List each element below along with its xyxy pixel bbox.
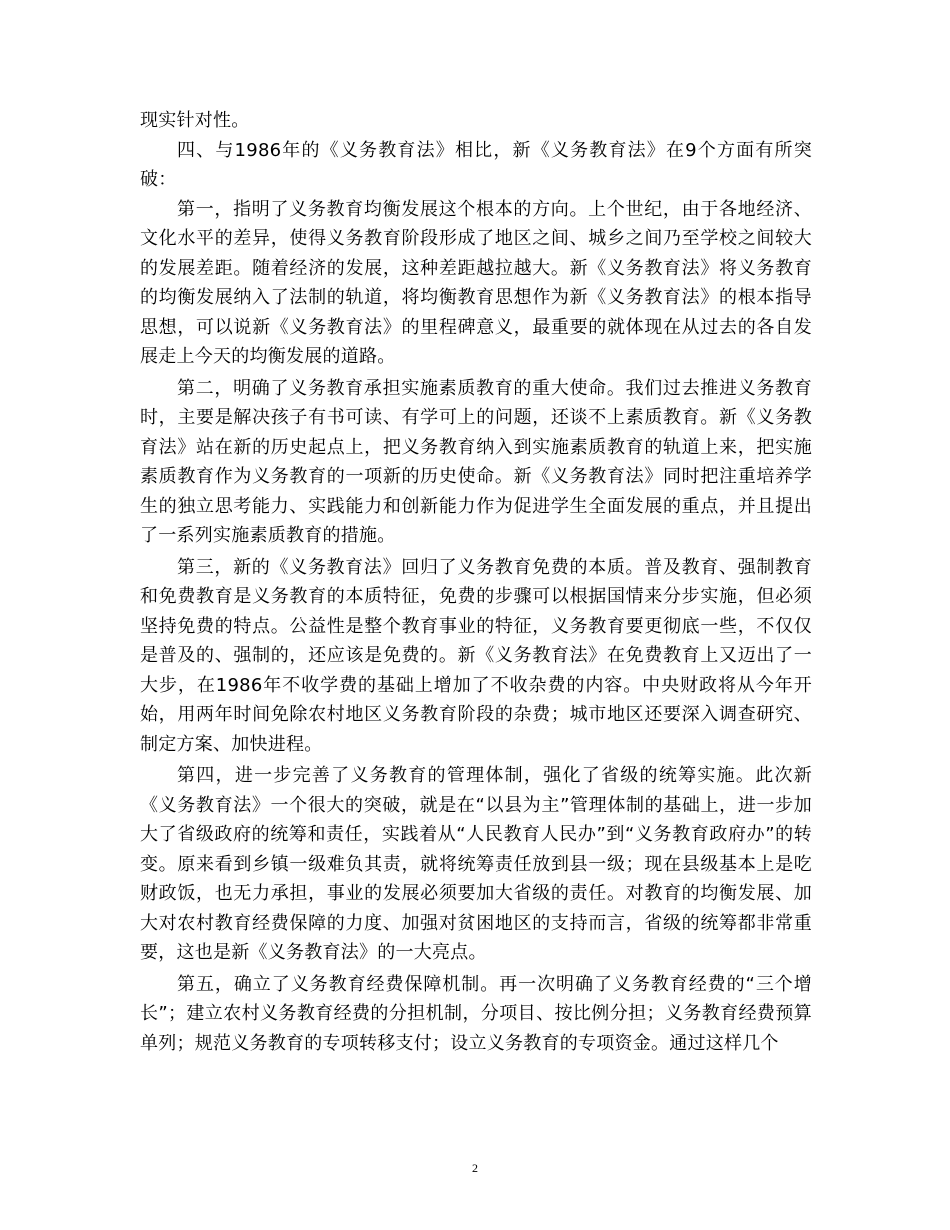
page-number: 2 [472,1161,478,1175]
document-body [140,106,812,1058]
paragraph-point-two: 第二，明确了义务教育承担实施素质教育的重大使命。我们过去推进义务教育时，主要是解决孩子有书可读、有学可上的问题，还谈不上素质教育。新《义务教育法》站在新的历史起点上，把义务教育纳入到实施素质教育的轨道上来，把实施素质教育作为义务教育的一项新的历史使命。新《义务教育法》同时把注重培养学生的独立思考能力、实践能力和创新能力作为促进学生全面发展的重点，并且提出了一系列实施素质教育的措施。 [140,377,812,546]
paragraph-point-three: 第三，新的《义务教育法》回归了义务教育免费的本质。普及教育、强制教育和免费教育是义务教育的本质特征，免费的步骤可以根据国情来分步实施，但必须坚持免费的特点。公益性是整个教育事业的特征，义务教育要更彻底一些，不仅仅是普及的、强制的，还应该是免费的。新《义务教育法》在免费教育上又迈出了一大步，在1986年不收学费的基础上增加了不收杂费的内容。中央财政将从今年开始，用两年时间免除农村地区义务教育阶段的杂费；城市地区还要深入调查研究、制定方案、加快进程。 [140,556,812,755]
paragraph-section-four-heading: 四、与1986年的《义务教育法》相比，新《义务教育法》在9个方面有所突破： [140,139,812,190]
paragraph-point-five: 第五，确立了义务教育经费保障机制。再一次明确了义务教育经费的“三个增长”；建立农村义务教育经费的分担机制，分项目、按比例分担；义务教育经费预算单列；规范义务教育的专项转移支付；设立义务教育的专项资金。通过这样几个 [140,973,812,1054]
paragraph-point-one: 第一，指明了义务教育均衡发展这个根本的方向。上个世纪，由于各地经济、文化水平的差异，使得义务教育阶段形成了地区之间、城乡之间乃至学校之间较大的发展差距。随着经济的发展，这种差距越拉越大。新《义务教育法》将义务教育的均衡发展纳入了法制的轨道，将均衡教育思想作为新《义务教育法》的根本指导思想，可以说新《义务教育法》的里程碑意义，最重要的就体现在从过去的各自发展走上今天的均衡发展的道路。 [140,198,812,367]
paragraph-continuation: 现实针对性。 [140,110,250,131]
paragraph-point-four: 第四，进一步完善了义务教育的管理体制，强化了省级的统筹实施。此次新《义务教育法》一个很大的突破，就是在“以县为主”管理体制的基础上，进一步加大了省级政府的统筹和责任，实践着从“人民教育人民办”到“义务教育政府办”的转变。原来看到乡镇一级难负其责，就将统筹责任放到县一级；现在县级基本上是吃财政饭，也无力承担，事业的发展必须要加大省级的责任。对教育的均衡发展、加大对农村教育经费保障的力度、加强对贫困地区的支持而言，省级的统筹都非常重要，这也是新《义务教育法》的一大亮点。 [140,765,812,963]
